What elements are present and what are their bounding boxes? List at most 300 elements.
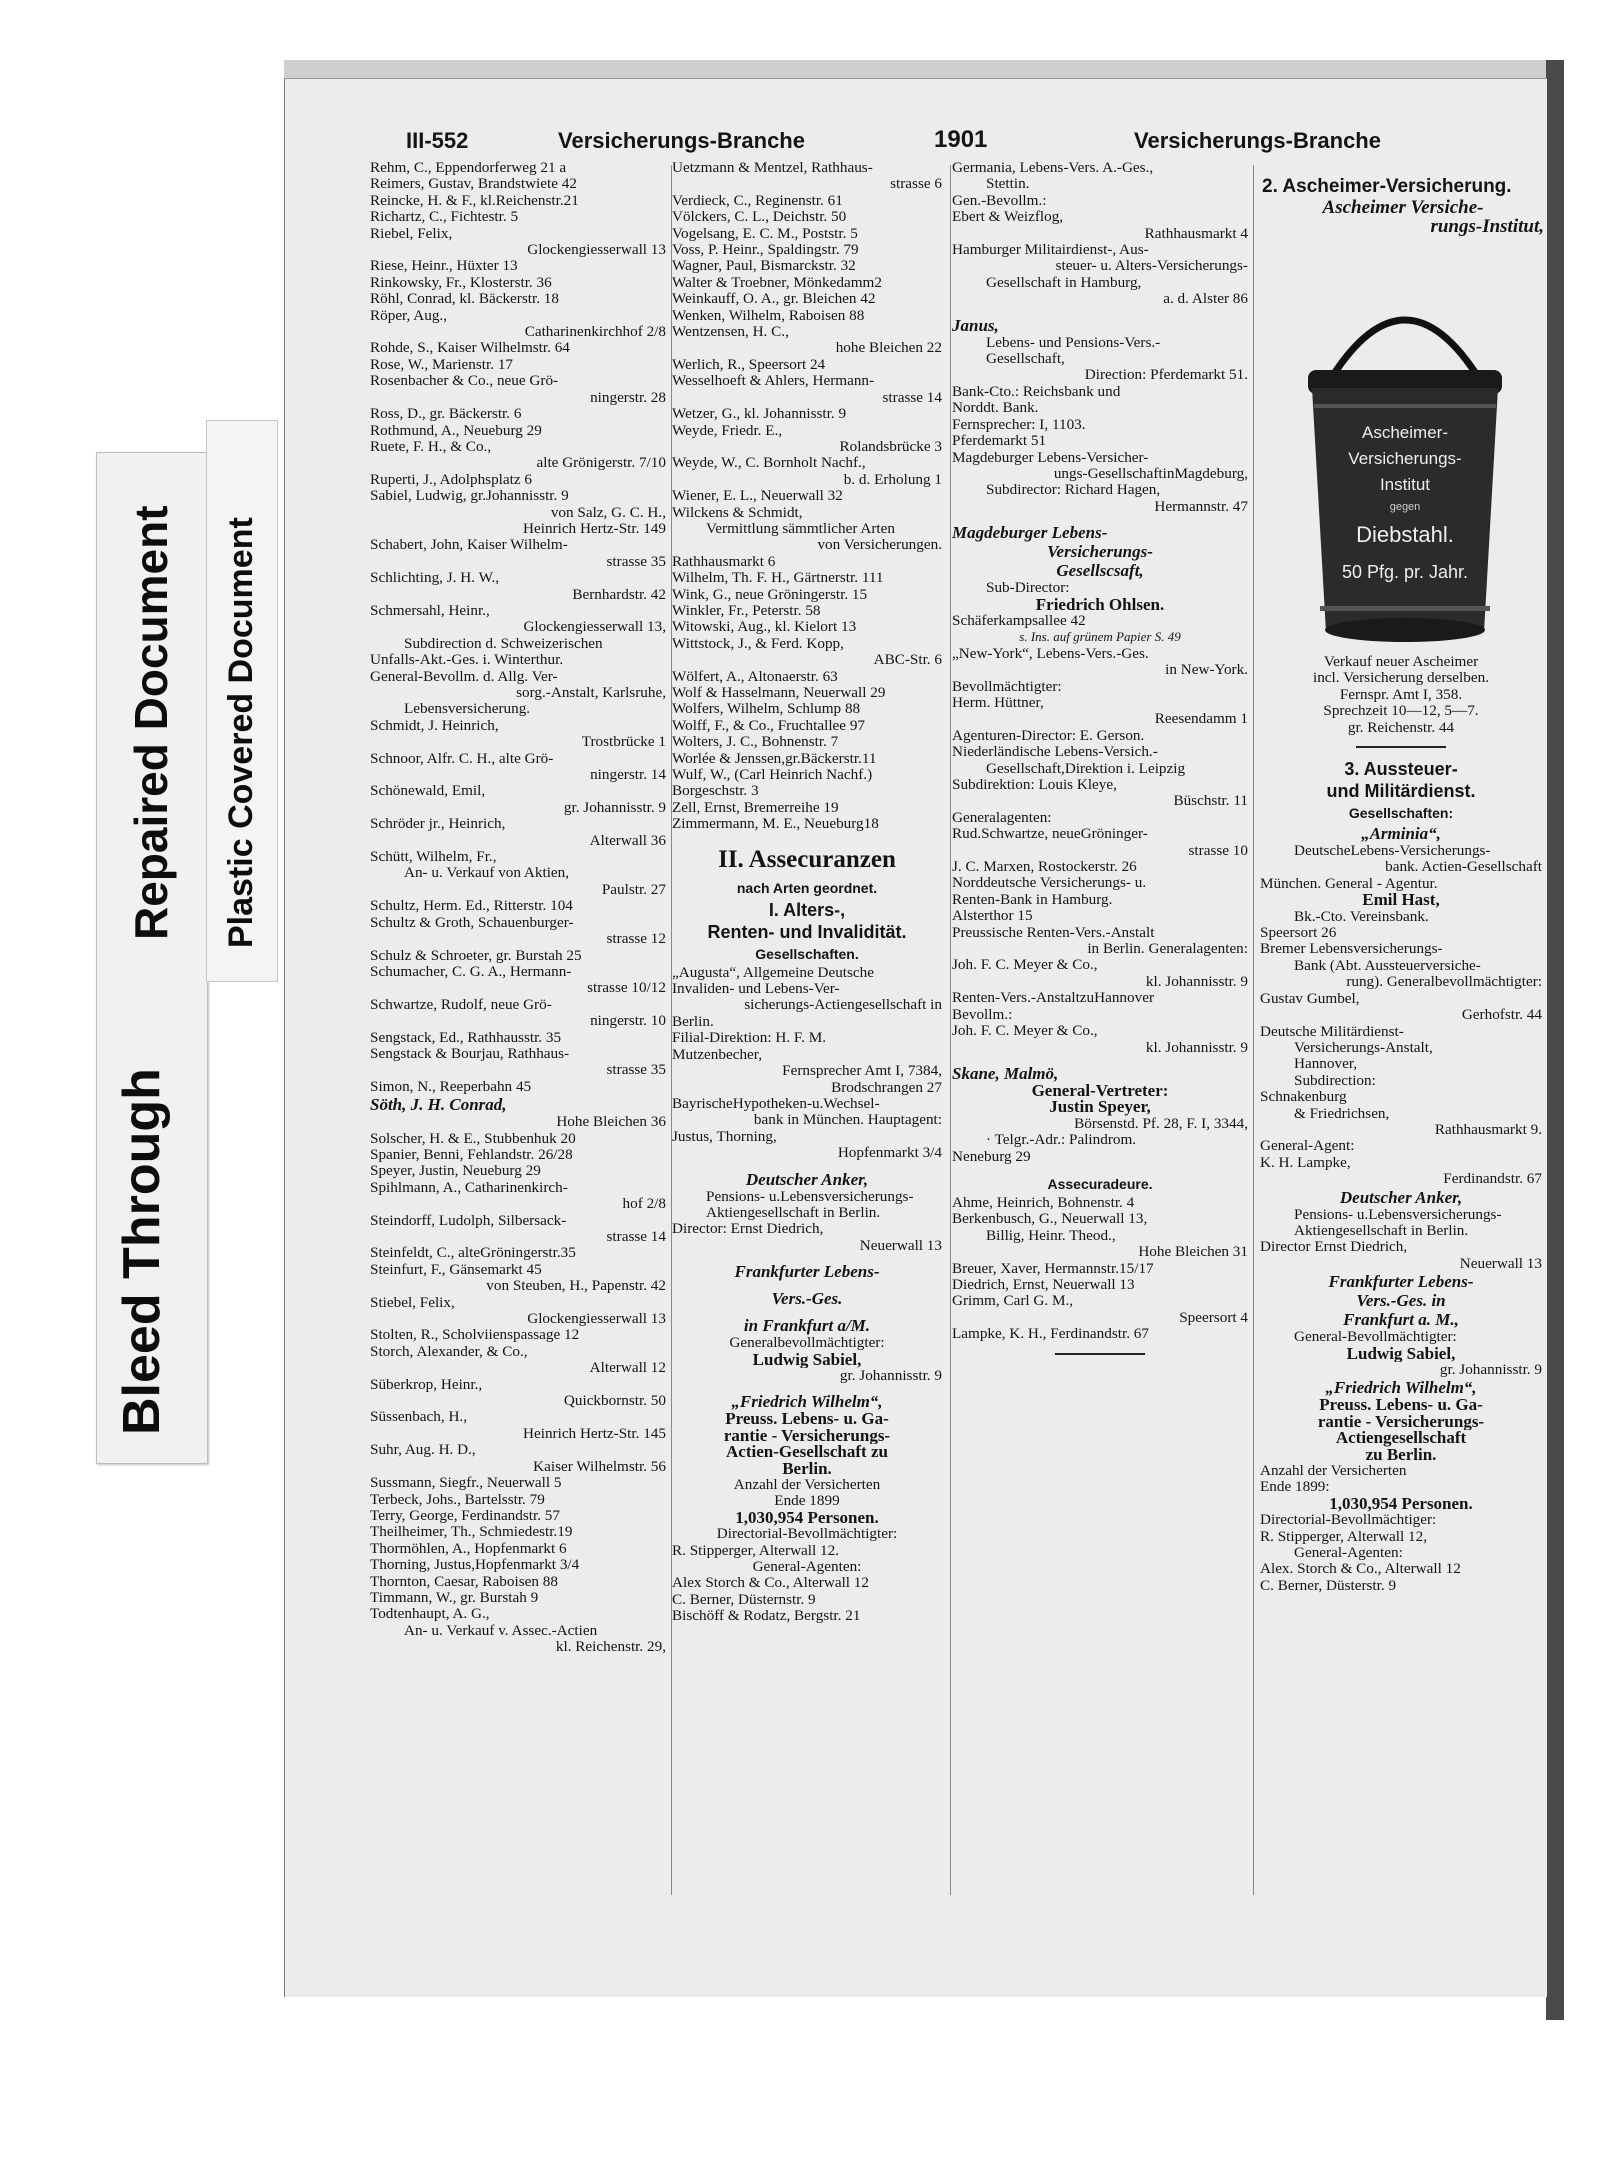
entry-line: Deutscher Anker, <box>1339 1187 1463 1207</box>
entry-line: Reimers, Gustav, Brandstwiete 42 <box>370 176 577 193</box>
section-heading: nach Arten geordnet. <box>736 879 878 896</box>
entry-line: & Friedrichsen, <box>1294 1105 1390 1122</box>
entry-line: Steinfeldt, C., alteGröningerstr.35 <box>370 1245 576 1262</box>
entry-line: Hopfenmarkt 3/4 <box>837 1145 942 1162</box>
entry-line: Heinrich Hertz-Str. 149 <box>523 520 666 537</box>
entry-line: strasse 14 <box>606 1229 666 1245</box>
bucket-text-6: 50 Pfg. pr. Jahr. <box>1341 562 1469 582</box>
entry-line: Frankfurt a. M., <box>1343 1310 1459 1330</box>
entry-line: alte Grönigerstr. 7/10 <box>536 455 666 472</box>
entry-line: Versicherungs-Anstalt, <box>1294 1039 1433 1056</box>
entry-line: General-Agenten: <box>1294 1545 1403 1562</box>
entry-line: Steindorff, Ludolph, Silbersack- <box>370 1212 567 1229</box>
entry-line: gr. Johannisstr. 9 <box>563 799 666 816</box>
entry-line: Brodschrangen 27 <box>831 1079 942 1096</box>
entry-line: Wilckens & Schmidt, <box>672 504 803 521</box>
entry-line: Neuerwall 13 <box>1459 1255 1542 1272</box>
entry-line: Bank-Cto.: Reichsbank und <box>952 383 1121 400</box>
entry-line: in Berlin. Generalagenten: <box>1087 941 1248 958</box>
column-divider <box>1253 165 1254 1895</box>
entry-line: Fernsprecher Amt I, 7384, <box>782 1063 942 1080</box>
entry-line: Magdeburger Lebens- <box>952 523 1108 543</box>
column-4 <box>1260 654 1542 1594</box>
entry-line: Verdieck, C., Reginenstr. 61 <box>672 192 843 209</box>
page-edge-shadow <box>1546 60 1564 2020</box>
entry-line: strasse 35 <box>606 1062 666 1079</box>
entry-line: Neneburg 29 <box>952 1148 1031 1165</box>
entry-line: Völckers, C. L., Deichstr. 50 <box>672 209 847 226</box>
entry-line: Stettin. <box>986 176 1030 193</box>
entry-line: Bevollmächtigter: <box>952 678 1062 695</box>
entry-line: Ende 1899 <box>774 1493 840 1510</box>
entry-line: Frankfurter Lebens- <box>1328 1272 1474 1292</box>
entry-line: bank in München. Hauptagent: <box>753 1112 942 1129</box>
entry-line: Stiebel, Felix, <box>370 1294 455 1311</box>
entry-line: Rothmund, A., Neueburg 29 <box>370 422 542 439</box>
entry-line: Fernspr. Amt I, 358. <box>1339 686 1463 703</box>
entry-line: Generalbevollmächtigter: <box>729 1335 885 1352</box>
section-heading: Gesellschaften. <box>755 945 859 962</box>
entry-line: Assecuradeure. <box>1047 1175 1153 1192</box>
entry-line: Schumacher, C. G. A., Hermann- <box>370 963 572 980</box>
entry-line: Frankfurter Lebens- <box>734 1262 880 1282</box>
section-heading: I. Alters-, <box>768 899 846 920</box>
entry-line: Rinkowsky, Fr., Klosterstr. 36 <box>370 274 552 291</box>
entry-line: Sprechzeit 10—12, 5—7. <box>1323 703 1479 720</box>
entry-line: Preussische Renten-Vers.-Anstalt <box>952 924 1155 941</box>
entry-line: Weyde, W., C. Bornholt Nachf., <box>672 455 866 472</box>
entry-line: ningerstr. 14 <box>590 767 666 784</box>
entry-line: s. Ins. auf grünem Papier S. 49 <box>1019 629 1181 645</box>
entry-line: strasse 6 <box>890 176 942 193</box>
entry-line: rantie - Versicherungs- <box>1317 1413 1485 1431</box>
entry-line: Speyer, Justin, Neueburg 29 <box>370 1163 541 1180</box>
entry-line: Ruperti, J., Adolphsplatz 6 <box>370 471 532 488</box>
entry-line: Lebensversicherung. <box>404 701 531 718</box>
entry-line: Spihlmann, A., Catharinenkirch- <box>370 1179 568 1196</box>
column-2 <box>672 160 942 1625</box>
entry-line: Berkenbusch, G., Neuerwall 13, <box>952 1211 1148 1228</box>
column-4-head <box>1262 176 1544 236</box>
entry-line: gr. Reichenstr. 44 <box>1347 719 1455 736</box>
entry-line: General-Bevollmächtigter: <box>1294 1329 1457 1346</box>
entry-line: a. d. Alster 86 <box>1163 291 1248 308</box>
entry-line: Rehm, C., Eppendorferweg 21 a <box>370 160 567 176</box>
entry-line: J. C. Marxen, Rostockerstr. 26 <box>952 859 1137 876</box>
entry-line: Lampke, K. H., Ferdinandstr. 67 <box>952 1326 1149 1343</box>
entry-line: strasse 14 <box>882 389 942 406</box>
entry-line: Vogelsang, E. C. M., Poststr. 5 <box>672 225 858 242</box>
entry-line: Gesellschaften: <box>1348 805 1454 822</box>
entry-line: Speersort 4 <box>1179 1309 1248 1326</box>
entry-line: General-Vertreter: <box>1031 1082 1169 1100</box>
entry-line: Speersort 26 <box>1260 925 1337 942</box>
entry-line: gr. Johannisstr. 9 <box>1439 1362 1542 1378</box>
entry-line: An- u. Verkauf v. Assec.-Actien <box>404 1622 598 1639</box>
entry-line: Ruete, F. H., & Co., <box>370 438 492 455</box>
entry-line: Director: Ernst Diedrich, <box>672 1221 824 1238</box>
entry-line: Wolters, J. C., Bohnenstr. 7 <box>672 734 839 751</box>
entry-line: Schwartze, Rudolf, neue Grö- <box>370 996 552 1013</box>
entry-line: Gesellschaft in Hamburg, <box>986 274 1142 291</box>
entry-line: ningerstr. 10 <box>590 1013 666 1030</box>
bleed-through-label: Bleed Through <box>113 1068 171 1435</box>
entry-line: Actiengesellschaft <box>1335 1430 1467 1447</box>
entry-line: ningerstr. 28 <box>590 389 666 406</box>
entry-line: von Salz, G. C. H., <box>550 504 666 521</box>
entry-line: Deutsche Militärdienst- <box>1260 1023 1404 1040</box>
entry-line: Zell, Ernst, Bremerreihe 19 <box>672 799 839 816</box>
entry-line: Director Ernst Diedrich, <box>1260 1239 1408 1256</box>
entry-line: Timmann, W., gr. Burstah 9 <box>370 1589 539 1606</box>
entry-line: Thormöhlen, A., Hopfenmarkt 6 <box>370 1540 567 1557</box>
entry-line: Hohe Bleichen 36 <box>556 1114 666 1131</box>
entry-line: Mutzenbecher, <box>672 1046 763 1063</box>
entry-line: Billig, Heinr. Theod., <box>986 1227 1116 1244</box>
column-1 <box>370 160 666 1656</box>
entry-line: Ferdinandstr. 67 <box>1443 1171 1542 1188</box>
entry-line: K. H. Lampke, <box>1260 1154 1351 1171</box>
entry-line: Wilhelm, Th. F. H., Gärtnerstr. 111 <box>672 570 884 587</box>
entry-line: strasse 35 <box>606 553 666 570</box>
entry-line: Richartz, C., Fichtestr. 5 <box>370 209 519 226</box>
entry-line: Alterwall 12 <box>589 1360 666 1377</box>
entry-line: steuer- u. Alters-Versicherungs- <box>1055 258 1248 275</box>
entry-line: „Friedrich Wilhelm“, <box>1325 1378 1477 1398</box>
entry-line: Rohde, S., Kaiser Wilhelmstr. 64 <box>370 340 570 357</box>
entry-line: strasse 12 <box>606 931 666 948</box>
entry-line: C. Berner, Düsternstr. 9 <box>672 1591 816 1608</box>
entry-line: Anzahl der Versicherten <box>1260 1463 1407 1480</box>
entry-line: Rose, W., Marienstr. 17 <box>370 356 514 373</box>
entry-line: rung). Generalbevollmächtigter: <box>1346 974 1542 991</box>
entry-line: Gesellschaft,Direktion i. Leipzig <box>986 760 1186 777</box>
entry-line: gr. Johannisstr. 9 <box>839 1367 942 1384</box>
entry-line: Börsenstd. Pf. 28, F. I, 3344, <box>1074 1115 1248 1132</box>
entry-line: Joh. F. C. Meyer & Co., <box>952 957 1098 974</box>
entry-line: Witowski, Aug., kl. Kielort 13 <box>672 619 857 636</box>
entry-line: Pensions- u.Lebensversicherungs- <box>706 1188 914 1205</box>
entry-line: Uetzmann & Mentzel, Rathhaus- <box>672 160 873 176</box>
entry-line: Ahme, Heinrich, Bohnenstr. 4 <box>952 1194 1135 1211</box>
entry-line: ungs-GesellschaftinMagdeburg, <box>1053 465 1248 482</box>
entry-line: in New-York. <box>1165 662 1248 679</box>
entry-line: General-Agenten: <box>752 1559 862 1576</box>
entry-line: Schultz & Groth, Schauenburger- <box>370 914 574 931</box>
entry-line: Terbeck, Johs., Bartelsstr. 79 <box>370 1491 545 1508</box>
entry-line: Sengstack & Bourjau, Rathhaus- <box>370 1045 570 1062</box>
entry-line: Süberkrop, Heinr., <box>370 1376 483 1393</box>
entry-line: Riese, Heinr., Hüxter 13 <box>370 258 518 275</box>
brand-line: Ascheimer Versiche- <box>1322 198 1484 217</box>
entry-line: Ross, D., gr. Bäckerstr. 6 <box>370 406 522 423</box>
entry-line: 1,030,954 Personen. <box>735 1509 879 1527</box>
entry-line: Todtenhaupt, A. G., <box>370 1606 490 1623</box>
entry-line: Wulf, W., (Carl Heinrich Nachf.) <box>672 767 873 784</box>
entry-line: Röhl, Conrad, kl. Bäckerstr. 18 <box>370 291 559 308</box>
entry-line: Diedrich, Ernst, Neuerwall 13 <box>952 1276 1135 1293</box>
entry-line: Ludwig Sabiel, <box>1346 1345 1456 1362</box>
entry-line: Paulstr. 27 <box>601 881 666 898</box>
entry-line: Generalagenten: <box>952 809 1052 826</box>
entry-line: Winkler, Fr., Peterstr. 58 <box>672 602 821 619</box>
entry-line: Reincke, H. & F., kl.Reichenstr.21 <box>370 192 579 209</box>
entry-line: An- u. Verkauf von Aktien, <box>404 865 570 882</box>
entry-line: Schultz, Herm. Ed., Ritterstr. 104 <box>370 898 573 915</box>
entry-line: Unfalls-Akt.-Ges. i. Winterthur. <box>370 652 564 669</box>
entry-line: DeutscheLebens-Versicherungs- <box>1294 843 1491 860</box>
entry-line: Versicherungs- <box>1047 542 1153 562</box>
entry-line: Sabiel, Ludwig, gr.Johannisstr. 9 <box>370 488 569 505</box>
entry-line: Wittstock, J., & Ferd. Kopp, <box>672 635 844 652</box>
entry-line: Norddt. Bank. <box>952 400 1039 417</box>
entry-line: Niederländische Lebens-Versich.- <box>952 744 1158 761</box>
entry-line: Bank (Abt. Aussteuerversiche- <box>1294 957 1481 974</box>
entry-line: Sengstack, Ed., Rathhausstr. 35 <box>370 1029 562 1046</box>
entry-line: Alsterthor 15 <box>952 908 1033 925</box>
header-year: 1901 <box>934 126 988 153</box>
entry-line: Emil Hast, <box>1362 892 1440 909</box>
entry-line: Quickbornstr. 50 <box>563 1393 666 1410</box>
entry-line: in Frankfurt a/M. <box>743 1316 871 1336</box>
entry-line: Directorial-Bevollmächtigter: <box>716 1526 898 1543</box>
entry-line: Söth, J. H. Conrad, <box>370 1095 507 1115</box>
entry-line: Thornton, Caesar, Raboisen 88 <box>370 1573 558 1590</box>
entry-line: Schlichting, J. H. W., <box>370 570 500 587</box>
entry-line: Aktiengesellschaft in Berlin. <box>1294 1222 1469 1239</box>
entry-line: Alex. Storch & Co., Alterwall 12 <box>1260 1561 1461 1578</box>
entry-line: Wenken, Wilhelm, Raboisen 88 <box>672 307 865 324</box>
entry-line: rantie - Versicherungs- <box>723 1427 891 1445</box>
entry-line: 3. Aussteuer- <box>1344 759 1458 780</box>
entry-line: Gen.-Bevollm.: <box>952 192 1047 209</box>
entry-line: Heinrich Hertz-Str. 145 <box>523 1425 666 1442</box>
entry-line: Glockengiesserwall 13 <box>527 242 666 259</box>
entry-line: Breuer, Xaver, Hermannstr.15/17 <box>952 1260 1154 1277</box>
entry-line: Ende 1899: <box>1260 1479 1330 1496</box>
entry-line: Walter & Troebner, Mönkedamm2 <box>672 274 882 291</box>
entry-line: 1,030,954 Personen. <box>1329 1495 1473 1513</box>
entry-line: Gesellscsaft, <box>1056 561 1144 581</box>
entry-line: Direction: Pferdemarkt 51. <box>1084 367 1248 384</box>
entry-line: von Steuben, H., Papenstr. 42 <box>486 1278 666 1295</box>
entry-line: Wesselhoeft & Ahlers, Hermann- <box>672 373 875 390</box>
entry-line: Röper, Aug., <box>370 307 448 324</box>
entry-line: kl. Reichenstr. 29, <box>555 1639 666 1656</box>
column-divider <box>950 165 951 1895</box>
entry-line: Schulz & Schroeter, gr. Burstah 25 <box>370 947 582 964</box>
entry-line: Hermannstr. 47 <box>1154 498 1248 515</box>
entry-line: Trostbrücke 1 <box>581 734 666 751</box>
entry-line: Wagner, Paul, Bismarckstr. 32 <box>672 258 856 275</box>
entry-line: Catharinenkirchhof 2/8 <box>524 324 666 341</box>
entry-line: Invaliden- und Lebens-Ver- <box>672 981 840 998</box>
entry-line: Norddeutsche Versicherungs- u. <box>952 875 1147 892</box>
entry-line: Terry, George, Ferdinandstr. 57 <box>370 1507 560 1524</box>
entry-line: Weinkauff, O. A., gr. Bleichen 42 <box>672 291 876 308</box>
entry-line: Subdirector: Richard Hagen, <box>986 482 1161 499</box>
entry-line: Justus, Thorning, <box>672 1128 777 1145</box>
entry-line: Wölfert, A., Altonaerstr. 63 <box>672 668 838 685</box>
entry-line: Germania, Lebens-Vers. A.-Ges., <box>952 160 1154 176</box>
entry-line: bank. Actien-Gesellschaft <box>1385 859 1542 876</box>
entry-line: Joh. F. C. Meyer & Co., <box>952 1023 1098 1040</box>
brand-line: rungs-Institut, <box>1430 217 1544 236</box>
bucket-text-4: gegen <box>1389 501 1421 513</box>
entry-line: Pensions- u.Lebensversicherungs- <box>1294 1206 1502 1223</box>
entry-line: kl. Johannisstr. 9 <box>1145 1039 1248 1056</box>
entry-line: „Arminia“, <box>1361 824 1441 844</box>
entry-line: Berlin. <box>672 1013 714 1030</box>
scan-top-strip <box>284 60 1564 80</box>
entry-line: Agenturen-Director: E. Gerson. <box>952 727 1145 744</box>
entry-line: hohe Bleichen 22 <box>835 340 942 357</box>
entry-line: Janus, <box>952 315 999 335</box>
entry-line: Rathhausmarkt 4 <box>1144 225 1248 242</box>
entry-line: General-Agent: <box>1260 1138 1355 1155</box>
entry-line: b. d. Erholung 1 <box>843 471 942 488</box>
entry-line: Schmidt, J. Heinrich, <box>370 717 499 734</box>
entry-line: Wink, G., neue Gröningerstr. 15 <box>672 586 868 603</box>
entry-line: Directorial-Bevollmächtiger: <box>1260 1512 1437 1529</box>
entry-line: Schönewald, Emil, <box>370 783 486 800</box>
entry-line: Weyde, Friedr. E., <box>672 422 783 439</box>
entry-line: sorg.-Anstalt, Karlsruhe, <box>516 685 666 701</box>
entry-line: Schmersahl, Heinr., <box>370 602 490 619</box>
ascheimer-bucket-illustration <box>1290 270 1520 650</box>
bucket-text-2: Versicherungs- <box>1348 449 1462 468</box>
entry-line: Grimm, Carl G. M., <box>952 1293 1074 1310</box>
entry-line: Rathhausmarkt 6 <box>672 553 776 570</box>
entry-line: Thorning, Justus,Hopfenmarkt 3/4 <box>370 1557 580 1574</box>
entry-line: Schabert, John, Kaiser Wilhelm- <box>370 537 568 554</box>
entry-line: Anzahl der Versicherten <box>733 1477 881 1493</box>
entry-line: Hamburger Militairdienst-, Aus- <box>952 242 1149 259</box>
entry-line: Suhr, Aug. H. D., <box>370 1442 476 1459</box>
entry-line: Schütt, Wilhelm, Fr., <box>370 849 497 866</box>
entry-line: Sub-Director: <box>986 580 1070 597</box>
entry-line: Wentzensen, H. C., <box>672 324 789 341</box>
entry-line: Reesendamm 1 <box>1154 711 1248 728</box>
entry-line: hof 2/8 <box>622 1196 666 1213</box>
entry-line: Glockengiesserwall 13 <box>527 1311 666 1328</box>
entry-line: Wiener, E. L., Neuerwall 32 <box>672 488 843 505</box>
entry-line: ABC-Str. 6 <box>873 652 942 669</box>
entry-line: Renten-Vers.-AnstaltzuHannover <box>952 990 1155 1007</box>
header-left-title: Versicherungs-Branche <box>558 128 805 153</box>
entry-line: Aktiengesellschaft in Berlin. <box>706 1204 881 1221</box>
entry-line: Berlin. <box>782 1460 832 1477</box>
entry-line: München. General - Agentur. <box>1260 875 1438 892</box>
entry-line: R. Stipperger, Alterwall 12. <box>672 1542 839 1559</box>
entry-line: Ludwig Sabiel, <box>752 1351 862 1368</box>
entry-line: Friedrich Ohlsen. <box>1035 596 1165 613</box>
entry-line: Spanier, Benni, Fehlandstr. 26/28 <box>370 1146 573 1163</box>
entry-line: Rud.Schwartze, neueGröninger- <box>952 826 1148 843</box>
entry-line: Solscher, H. & E., Stubbenhuk 20 <box>370 1130 576 1147</box>
section-rule <box>1356 746 1446 748</box>
entry-line: Skane, Malmö, <box>952 1063 1059 1083</box>
entry-line: Ebert & Weizflog, <box>952 209 1064 226</box>
entry-line: Gerhofstr. 44 <box>1461 1007 1542 1024</box>
entry-line: Bremer Lebensversicherungs- <box>1260 941 1443 958</box>
entry-line: Rolandsbrücke 3 <box>839 438 942 455</box>
entry-line: „New-York“, Lebens-Vers.-Ges. <box>952 645 1149 662</box>
entry-line: strasse 10/12 <box>587 980 666 997</box>
entry-line: Riebel, Felix, <box>370 225 453 242</box>
entry-line: Subdirection d. Schweizerischen <box>404 635 603 652</box>
entry-line: Schnakenburg <box>1260 1089 1347 1106</box>
entry-line: Alterwall 36 <box>589 832 666 849</box>
entry-line: Storch, Alexander, & Co., <box>370 1343 528 1360</box>
bucket-text-5: Diebstahl. <box>1356 522 1454 547</box>
entry-line: Wolff, F., & Co., Fruchtallee 97 <box>672 717 866 734</box>
entry-line: Subdirection: <box>1294 1072 1376 1089</box>
entry-line: Bevollm.: <box>952 1006 1013 1023</box>
entry-line: Hohe Bleichen 31 <box>1138 1244 1248 1261</box>
entry-line: zu Berlin. <box>1365 1446 1437 1464</box>
entry-line: sicherungs-Actiengesellschaft in <box>744 997 942 1014</box>
entry-line: Neuerwall 13 <box>859 1237 942 1254</box>
entry-line: Voss, P. Heinr., Spaldingstr. 79 <box>672 242 859 259</box>
entry-line: Preuss. Lebens- u. Ga- <box>1319 1397 1483 1414</box>
entry-line: Verkauf neuer Ascheimer <box>1323 654 1479 670</box>
entry-line: Stolten, R., Scholviienspassage 12 <box>370 1327 580 1344</box>
entry-line: Magdeburger Lebens-Versicher- <box>952 449 1149 466</box>
entry-line: Fernsprecher: I, 1103. <box>952 416 1086 433</box>
entry-line: Justin Speyer, <box>1049 1099 1151 1116</box>
entry-line: Wolfers, Wilhelm, Schlump 88 <box>672 701 861 718</box>
entry-line: BayrischeHypotheken-u.Wechsel- <box>672 1095 880 1112</box>
entry-line: Simon, N., Reeperbahn 45 <box>370 1078 532 1095</box>
entry-line: Theilheimer, Th., Schmiedestr.19 <box>370 1524 573 1541</box>
entry-line: „Friedrich Wilhelm“, <box>731 1392 883 1412</box>
entry-line: von Versicherungen. <box>817 537 942 554</box>
entry-line: Schäferkampsallee 42 <box>952 612 1086 629</box>
entry-line: Borgeschstr. 3 <box>672 783 759 800</box>
entry-line: R. Stipperger, Alterwall 12, <box>1260 1528 1427 1545</box>
entry-line: Glockengiesserwall 13, <box>523 619 666 636</box>
entry-line: Vers.-Ges. in <box>1356 1291 1446 1311</box>
entry-line: Herm. Hüttner, <box>952 694 1044 711</box>
entry-line: Vermittlung sämmtlicher Arten <box>706 520 895 537</box>
entry-line: Worlée & Jenssen,gr.Bäckerstr.11 <box>672 750 877 767</box>
entry-line: kl. Johannisstr. 9 <box>1145 973 1248 990</box>
entry-line: Rosenbacher & Co., neue Grö- <box>370 373 559 390</box>
entry-line: Subdirektion: Louis Kleye, <box>952 777 1117 793</box>
entry-line: Hannover, <box>1294 1056 1358 1073</box>
entry-line: Vers.-Ges. <box>771 1289 843 1309</box>
entry-line: Filial-Direktion: H. F. M. <box>672 1030 827 1047</box>
entry-line: Renten-Bank in Hamburg. <box>952 891 1113 908</box>
entry-line: strasse 10 <box>1188 842 1248 859</box>
entry-line: Gustav Gumbel, <box>1260 990 1360 1007</box>
entry-line: und Militärdienst. <box>1326 781 1476 802</box>
entry-line: Wetzer, G., kl. Johannisstr. 9 <box>672 406 847 423</box>
entry-line: Bk.-Cto. Vereinsbank. <box>1294 908 1429 925</box>
plastic-covered-label: Plastic Covered Document <box>222 517 260 948</box>
entry-line: Wolf & Hasselmann, Neuerwall 29 <box>672 685 886 701</box>
entry-line: Süssenbach, H., <box>370 1409 468 1426</box>
entry-line: Sussmann, Siegfr., Neuerwall 5 <box>370 1475 562 1492</box>
entry-line: General-Bevollm. d. Allg. Ver- <box>370 668 558 685</box>
entry-line: Zimmermann, M. E., Neueburg18 <box>672 816 879 833</box>
page-number: III-552 <box>406 128 469 153</box>
header-right-title: Versicherungs-Branche <box>1134 128 1381 153</box>
entry-line: Lebens- und Pensions-Vers.- <box>986 334 1161 351</box>
entry-line: „Augusta“, Allgemeine Deutsche <box>672 964 875 981</box>
entry-line: Gesellschaft, <box>986 351 1065 368</box>
